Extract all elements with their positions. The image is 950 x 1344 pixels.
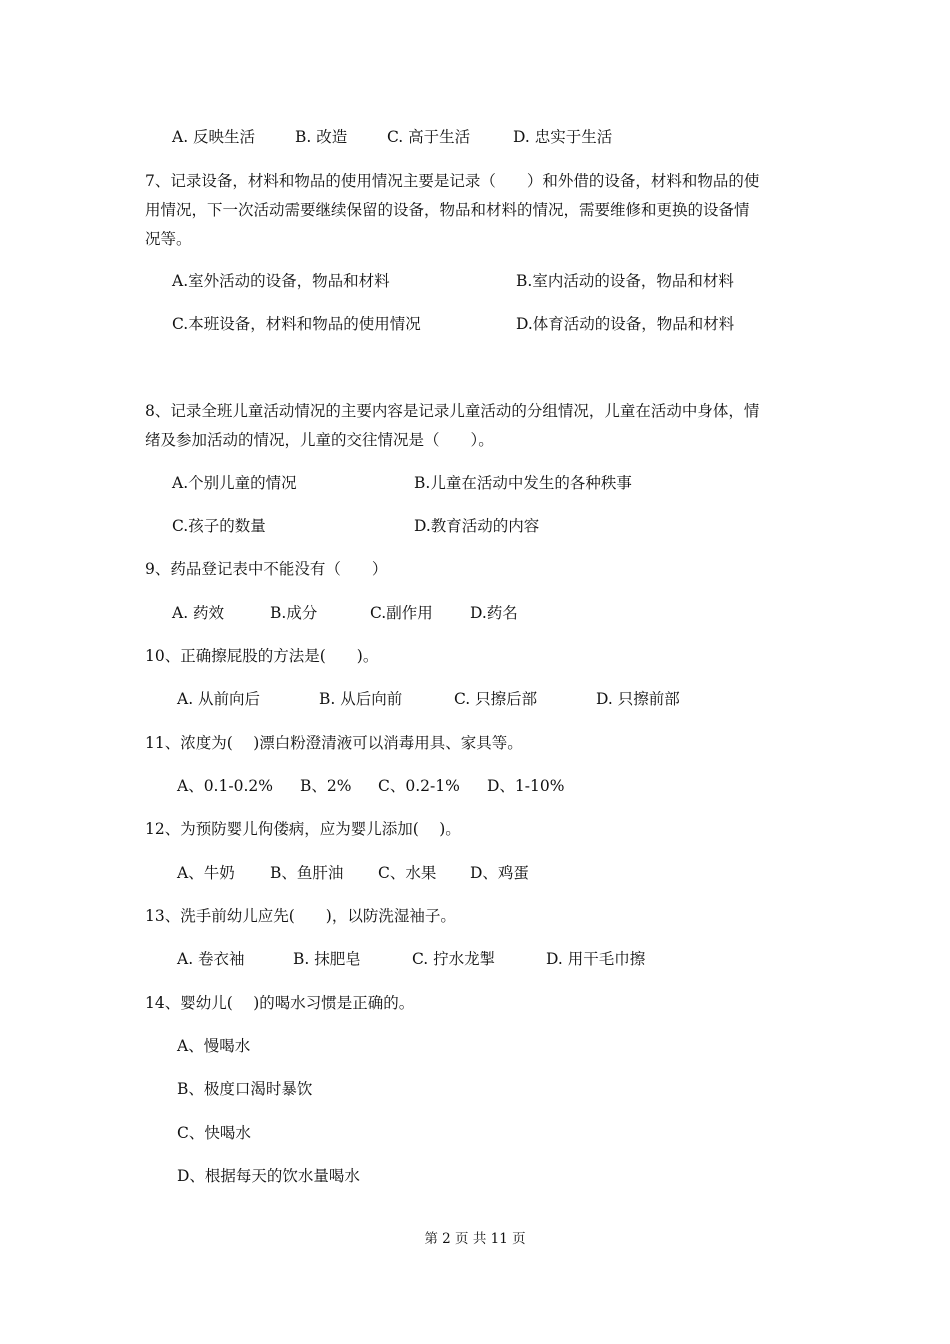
q7-stem-line-1: 7、记录设备，材料和物品的使用情况主要是记录（ ）和外借的设备，材料和物品的使: [145, 172, 760, 190]
page-footer: 第 2 页 共 11 页: [424, 1231, 526, 1247]
q8-stem-line-2: 绪及参加活动的情况，儿童的交往情况是（ ）。: [145, 431, 494, 449]
q9-stem: 9、药品登记表中不能没有（ ）: [145, 560, 388, 578]
q12-option-b: B、鱼肝油: [270, 864, 344, 882]
q11-option-a: A、0.1-0.2%: [177, 777, 273, 795]
q7-option-d: D.体育活动的设备，物品和材料: [516, 315, 735, 333]
q6-option-a: A. 反映生活: [172, 128, 256, 146]
q10-option-c: C. 只擦后部: [454, 690, 538, 708]
q14-stem: 14、婴幼儿( )的喝水习惯是正确的。: [145, 994, 415, 1012]
q13-option-d: D. 用干毛巾擦: [546, 950, 646, 968]
q14-option-a: A、慢喝水: [177, 1037, 251, 1055]
q11-option-c: C、0.2-1%: [378, 777, 460, 795]
q12-option-d: D、鸡蛋: [470, 864, 529, 882]
q7-stem-line-3: 况等。: [145, 230, 192, 248]
q12-stem: 12、为预防婴儿佝偻病，应为婴儿添加( )。: [145, 820, 461, 838]
q7-option-a: A.室外活动的设备，物品和材料: [172, 272, 390, 290]
q14-option-b: B、极度口渴时暴饮: [177, 1080, 313, 1098]
q10-option-a: A. 从前向后: [177, 690, 261, 708]
q10-option-b: B. 从后向前: [319, 690, 403, 708]
q7-stem-line-2: 用情况，下一次活动需要继续保留的设备，物品和材料的情况，需要维修和更换的设备情: [145, 201, 750, 219]
q14-option-c: C、快喝水: [177, 1124, 251, 1142]
q9-option-b: B.成分: [270, 604, 318, 622]
q7-option-c: C.本班设备，材料和物品的使用情况: [172, 315, 421, 333]
q8-option-a: A.个别儿童的情况: [172, 474, 297, 492]
q6-option-d: D. 忠实于生活: [513, 128, 613, 146]
q12-option-c: C、水果: [378, 864, 437, 882]
q11-option-d: D、1-10%: [487, 777, 565, 795]
q7-option-b: B.室内活动的设备，物品和材料: [516, 272, 734, 290]
q10-option-d: D. 只擦前部: [596, 690, 680, 708]
q8-stem-line-1: 8、记录全班儿童活动情况的主要内容是记录儿童活动的分组情况，儿童在活动中身体，情: [145, 402, 760, 420]
q6-option-c: C. 高于生活: [387, 128, 471, 146]
q8-option-b: B.儿童在活动中发生的各种秩事: [414, 474, 632, 492]
q9-option-c: C.副作用: [370, 604, 433, 622]
q13-option-a: A. 卷衣袖: [177, 950, 245, 968]
q9-option-a: A. 药效: [172, 604, 225, 622]
q13-stem: 13、洗手前幼儿应先( )，以防洗湿袖子。: [145, 907, 456, 925]
q8-option-c: C.孩子的数量: [172, 517, 266, 535]
q13-option-b: B. 抹肥皂: [293, 950, 361, 968]
q13-option-c: C. 拧水龙掣: [412, 950, 496, 968]
q11-stem: 11、浓度为( )漂白粉澄清液可以消毒用具、家具等。: [145, 734, 523, 752]
q14-option-d: D、根据每天的饮水量喝水: [177, 1167, 360, 1185]
q10-stem: 10、正确擦屁股的方法是( )。: [145, 647, 379, 665]
q11-option-b: B、2%: [300, 777, 352, 795]
q12-option-a: A、牛奶: [177, 864, 235, 882]
q6-option-b: B. 改造: [295, 128, 348, 146]
q8-option-d: D.教育活动的内容: [414, 517, 540, 535]
q9-option-d: D.药名: [470, 604, 518, 622]
